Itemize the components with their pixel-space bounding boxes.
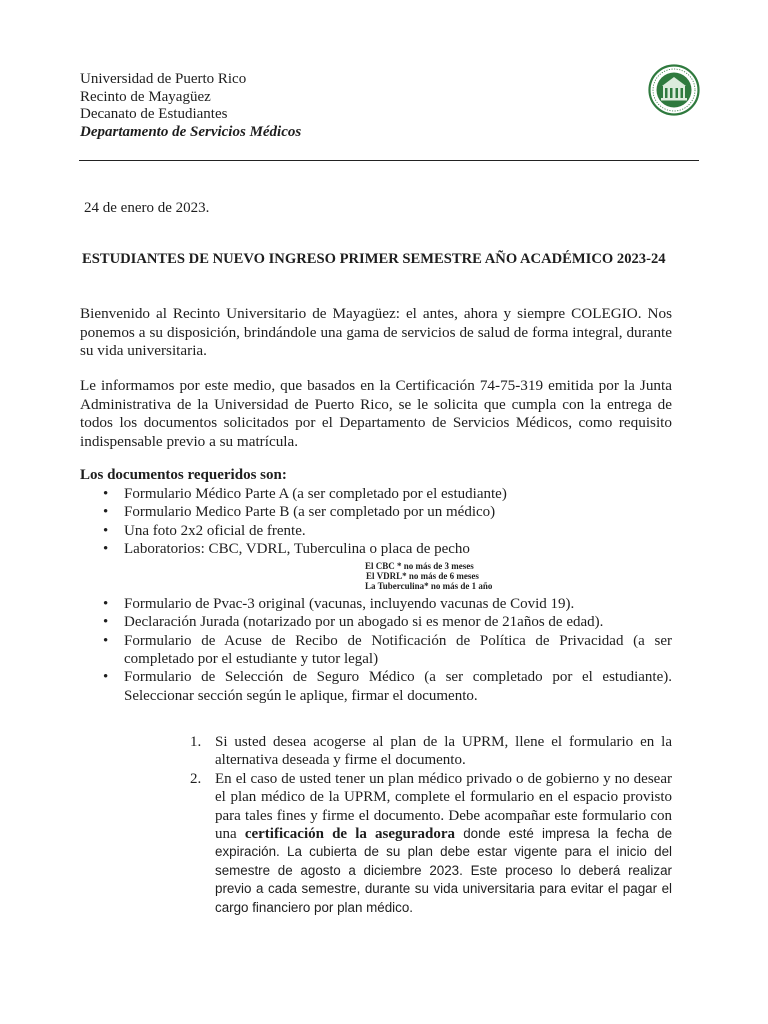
list-item (80, 668, 672, 705)
list-item (80, 632, 672, 669)
lab-note: El VDRL* no más de 6 meses (366, 571, 479, 582)
requirement-text: Declaración Jurada (notarizado por un abogado si es menor de 21años de edad). (124, 614, 604, 631)
option-number: 1. (190, 734, 202, 750)
requirement-text: Una foto 2x2 oficial de frente. (124, 522, 306, 539)
letter-title: ESTUDIANTES DE NUEVO INGRESO PRIMER SEMESTRE AÑO ACADÉMICO 2023-24 (82, 251, 666, 267)
requirements-heading: Los documentos requeridos son: (80, 467, 287, 483)
list-item (80, 595, 672, 613)
deanship-name: Decanato de Estudiantes (80, 106, 228, 122)
option-text: Si usted desea acogerse al plan de la UPRM, llene el formulario en la alternativa deseada y firme el documento. (215, 734, 672, 769)
list-item (80, 485, 672, 503)
requirement-text: Formulario de Acuse de Recibo de Notificación de Política de Privacidad (a ser completado por el estudiante y tutor legal) (124, 632, 672, 668)
list-item (80, 540, 672, 592)
welcome-paragraph: Bienvenido al Recinto Universitario de Mayagüez: el antes, ahora y siempre COLEGIO. Nos ponemos a su disposición, brindándole una gama de servicios de salud de forma integral, durante su vida universitaria. (80, 305, 672, 360)
list-item (188, 770, 672, 917)
lab-notes (124, 561, 672, 592)
list-item (80, 503, 672, 521)
requirement-text: Formulario Médico Parte A (a ser completado por el estudiante) (124, 486, 507, 502)
requirement-text: Laboratorios: CBC, VDRL, Tuberculina o placa de pecho (124, 541, 470, 558)
requirement-text: Formulario de Selección de Seguro Médico (a ser completado por el estudiante). Seleccionar sección según le aplique, firmar el documento. (124, 669, 672, 704)
department-name: Departamento de Servicios Médicos (80, 123, 302, 140)
requirement-text: Formulario Medico Parte B (a ser completado por un médico) (124, 504, 496, 521)
list-item (80, 613, 672, 631)
insurer-certification-emphasis: certificación de la aseguradora (244, 826, 456, 843)
option-text-continued: donde esté impresa la fecha de expiración. La cubierta de su plan debe estar vigente para el inicio del semestre de agosto a diciembre 2023. Este proceso lo deberá realizar previo a cada semestre, durante su vida universitaria para evitar el pagar el cargo financiero por plan médico. (215, 826, 673, 915)
option-text: En el caso de usted tener un plan médico privado o de gobierno y no desear el plan médico de la UPRM, complete el formulario en el espacio provisto para tales fines y firme el documento. Debe acompañar este formulario con una (215, 770, 672, 843)
requirements-list (80, 485, 672, 705)
header-divider (79, 160, 699, 161)
insurance-options-list (188, 733, 672, 917)
list-item (80, 522, 672, 540)
option-number: 2. (190, 770, 202, 787)
list-item (188, 733, 672, 770)
lab-note: El CBC * no más de 3 meses (365, 560, 474, 571)
certification-paragraph: Le informamos por este medio, que basados en la Certificación 74-75-319 emitida por la Junta Administrativa de la Universidad de Puerto Rico, se le solicita que cumpla con la entrega de todos los documentos solicitados por el Departamento de Servicios Médicos, como requisito indispensable previo a su matrícula. (80, 377, 672, 450)
campus-name: Recinto de Mayagüez (80, 88, 211, 105)
requirement-text: Formulario de Pvac-3 original (vacunas, incluyendo vacunas de Covid 19). (124, 595, 575, 612)
letterhead (80, 71, 301, 141)
university-seal-icon (648, 64, 700, 116)
university-name: Universidad de Puerto Rico (80, 71, 247, 87)
letter-date: 24 de enero de 2023. (84, 200, 210, 216)
lab-note: La Tuberculina* no más de 1 año (365, 581, 493, 592)
